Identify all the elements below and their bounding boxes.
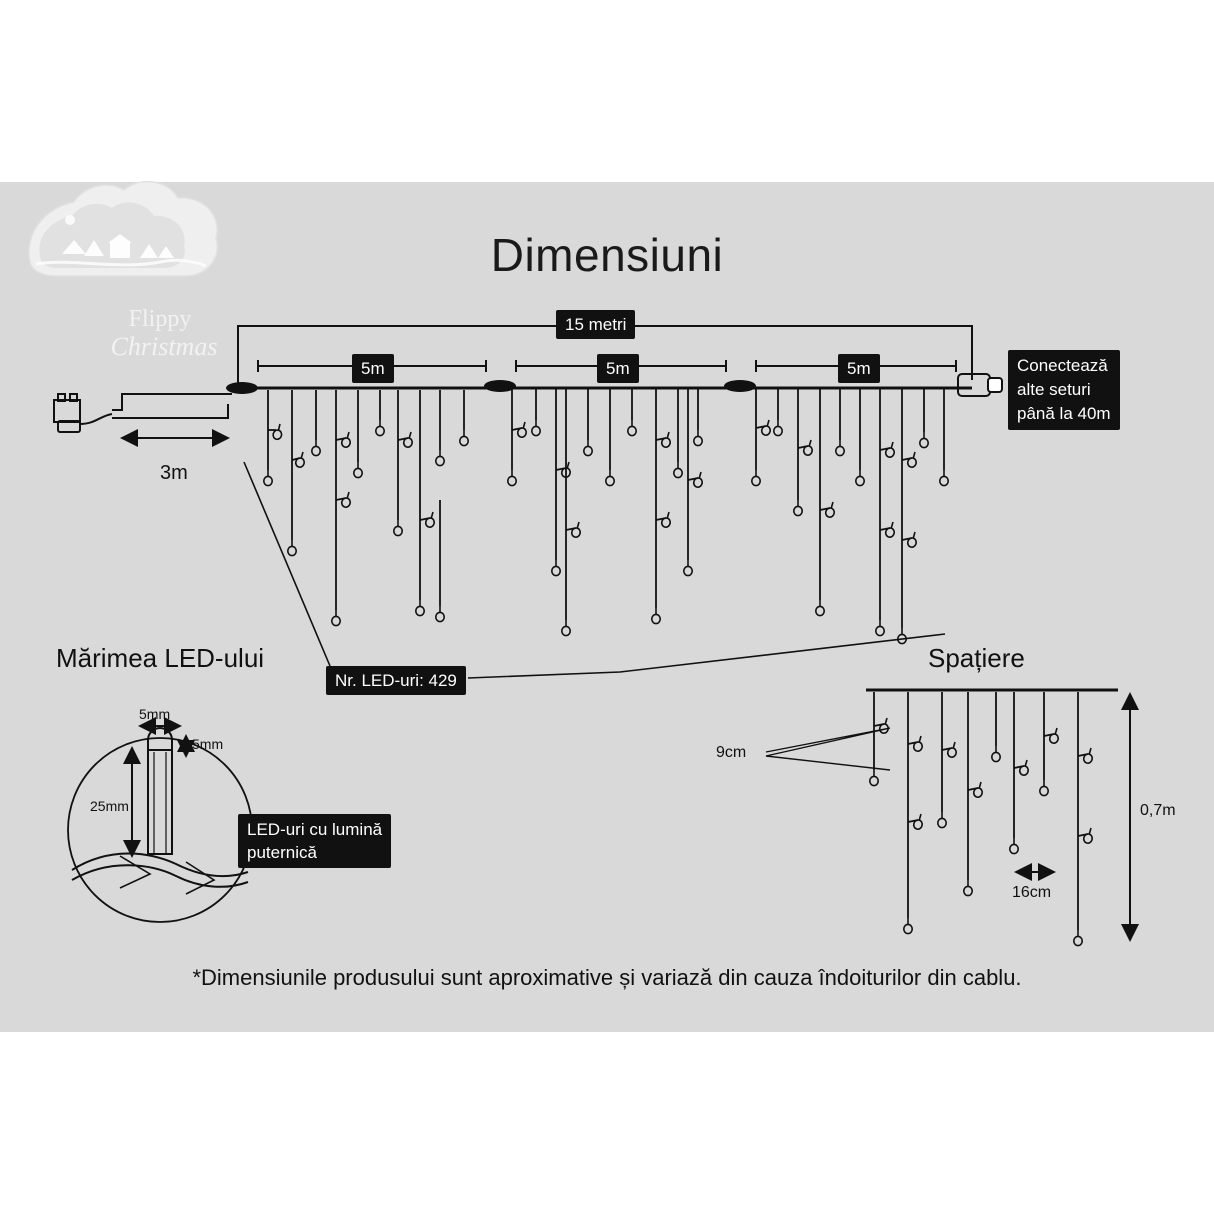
led-size-diagram xyxy=(68,726,252,922)
spacing-title: Spațiere xyxy=(928,643,1025,673)
total-length-label: 15 metri xyxy=(556,310,635,339)
lead-cable-label: 3m xyxy=(160,462,188,484)
led-width-label: 5mm xyxy=(139,706,171,722)
power-plug-icon xyxy=(54,394,112,432)
spacing-diagram xyxy=(766,690,1130,946)
led-brightness-note: LED-uri cu lumină puternică xyxy=(238,814,391,868)
logo-line1: Flippy xyxy=(128,306,192,332)
segment-label-1: 5m xyxy=(352,354,394,383)
logo-line2: Christmas xyxy=(110,332,218,361)
footnote-text: *Dimensiunile produsului sunt aproximative și variază din cauza îndoiturilor din cablu. xyxy=(192,965,1022,990)
horizontal-spacing-label: 16cm xyxy=(1012,884,1052,901)
drop-height-label: 0,7m xyxy=(1140,802,1176,819)
end-connector-icon xyxy=(958,374,1002,396)
connector-note-label: Conectează alte seturi până la 40m xyxy=(1008,350,1120,430)
segment-label-3: 5m xyxy=(838,354,880,383)
led-total-height-label: 25mm xyxy=(90,798,129,814)
led-height-label: 5mm xyxy=(192,736,224,752)
drop-spacing-label: 9cm xyxy=(716,744,747,761)
page-title: Dimensiuni xyxy=(490,229,724,281)
segment-label-2: 5m xyxy=(597,354,639,383)
led-count-label: Nr. LED-uri: 429 xyxy=(326,666,466,695)
led-size-title: Mărimea LED-ului xyxy=(56,643,265,673)
